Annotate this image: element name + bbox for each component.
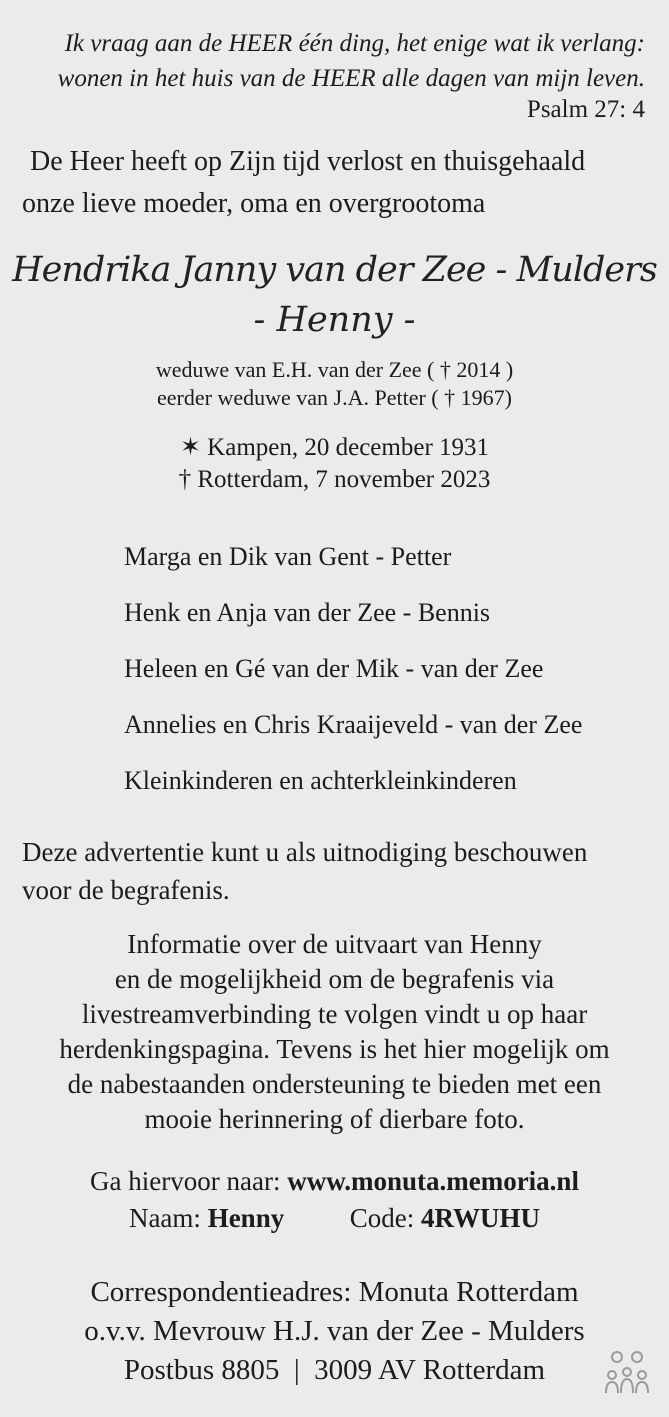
verse-line-2: wonen in het huis van de HEER alle dagen van mijn leven.	[57, 65, 645, 92]
address-line-2: o.v.v. Mevrouw H.J. van der Zee - Mulders	[84, 1315, 585, 1347]
death-date: † Rotterdam, 7 november 2023	[178, 466, 491, 493]
name-label: Naam:	[128, 1203, 201, 1233]
invitation-text	[22, 833, 652, 909]
intro-text	[22, 141, 652, 225]
family-member: Henk en Anja van der Zee - Bennis	[124, 598, 491, 627]
verse-reference: Psalm 27: 4	[526, 96, 645, 123]
verse-line-1: Ik vraag aan de HEER één ding, het enige wat ik verlang:	[64, 30, 645, 57]
memoria-details	[0, 1163, 669, 1237]
family-figures-icon	[603, 1349, 651, 1395]
widow-line-2: eerder weduwe van J.A. Petter ( † 1967)	[157, 385, 512, 410]
intro-line-1: De Heer heeft op Zijn tijd verlost en thuisgehaald	[30, 146, 586, 177]
birth-date: ✶ Kampen, 20 december 1931	[179, 434, 490, 461]
info-line: livestreamverbinding te volgen vindt u op haar	[81, 999, 588, 1029]
name-value: Henny	[207, 1203, 285, 1233]
funeral-info	[22, 927, 647, 1137]
family-member: Kleinkinderen en achterkleinkinderen	[124, 766, 517, 795]
info-line: Informatie over de uitvaart van Henny	[127, 929, 542, 959]
info-line: mooie herinnering of dierbare foto.	[144, 1104, 525, 1134]
address-line-3: Postbus 8805 | 3009 AV Rotterdam	[123, 1354, 546, 1386]
info-line: en de mogelijkheid om de begrafenis via	[114, 964, 555, 994]
goto-label: Ga hiervoor naar:	[90, 1166, 281, 1196]
invitation-line-1: Deze advertentie kunt u als uitnodiging beschouwen	[22, 837, 588, 867]
deceased-nickname: - Henny -	[253, 300, 416, 340]
address-line-1: Correspondentieadres: Monuta Rotterdam	[90, 1276, 579, 1308]
bible-verse	[24, 26, 645, 96]
memoria-url[interactable]: www.monuta.memoria.nl	[287, 1166, 579, 1196]
family-list	[124, 540, 582, 820]
family-member: Marga en Dik van Gent - Petter	[124, 542, 452, 571]
correspondence-address	[0, 1273, 669, 1390]
intro-line-2: onze lieve moeder, oma en overgrootoma	[22, 188, 486, 219]
family-member: Heleen en Gé van der Mik - van der Zee	[124, 654, 544, 683]
invitation-line-2: voor de begrafenis.	[22, 875, 230, 905]
info-line: herdenkingspagina. Tevens is het hier mogelijk om	[59, 1034, 610, 1064]
code-value: 4RWUHU	[420, 1203, 541, 1233]
code-label: Code:	[349, 1203, 415, 1233]
deceased-full-name: Hendrika Janny van der Zee - Mulders	[12, 250, 657, 290]
life-dates	[0, 432, 669, 496]
info-line: de nabestaanden ondersteuning te bieden met een	[67, 1069, 602, 1099]
widow-line-1: weduwe van E.H. van der Zee ( † 2014 )	[155, 357, 514, 382]
family-member: Annelies en Chris Kraaijeveld - van der Zee	[124, 710, 583, 739]
widow-info	[0, 356, 669, 412]
